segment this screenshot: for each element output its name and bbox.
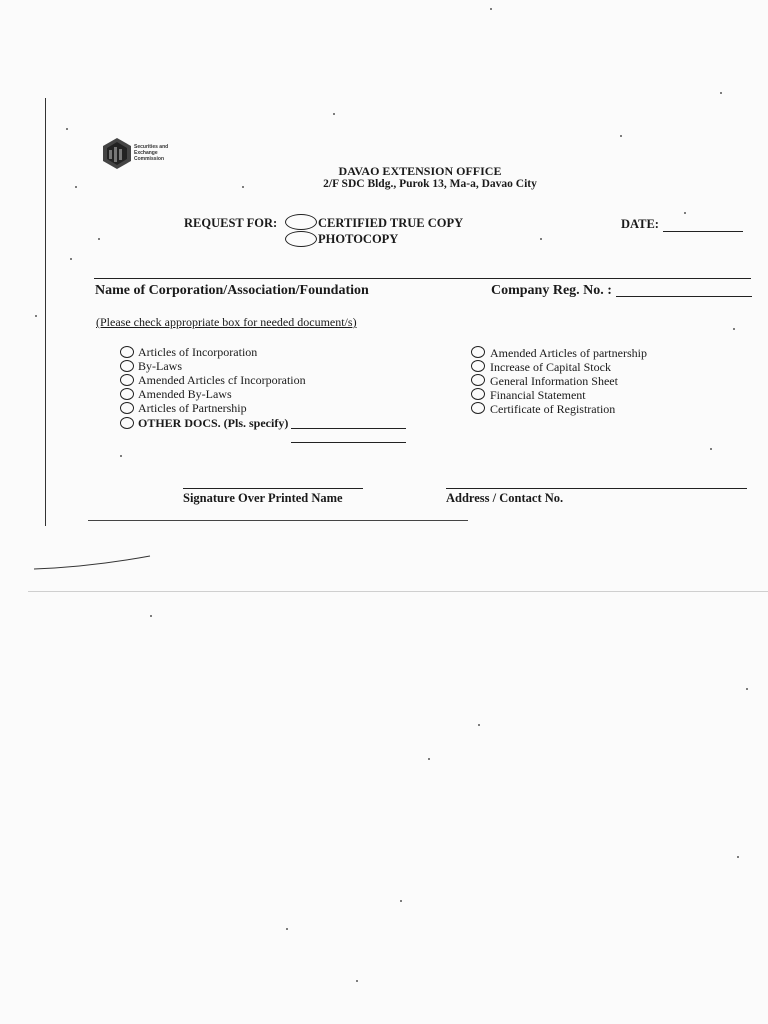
office-address: 2/F SDC Bldg., Purok 13, Ma-a, Davao City xyxy=(323,178,537,190)
scan-bottom-rule xyxy=(88,520,468,521)
company-reg-label: Company Reg. No. : xyxy=(491,283,612,298)
doc-by-laws-label: By-Laws xyxy=(138,359,182,373)
doc-articles-of-incorporation-checkbox[interactable] xyxy=(120,346,134,358)
doc-amended-articles-incorporation-label: Amended Articles cf Incorporation xyxy=(138,373,306,387)
date-label: DATE: xyxy=(621,217,659,231)
signature-label: Signature Over Printed Name xyxy=(183,491,343,505)
other-docs-field-2[interactable] xyxy=(291,442,406,443)
logo-line-3: Commission xyxy=(134,156,165,162)
doc-amended-articles-incorporation-checkbox[interactable] xyxy=(120,374,134,386)
other-docs-field[interactable] xyxy=(291,428,406,429)
scan-page-edge xyxy=(28,591,768,592)
logo-line-2: Exchange xyxy=(134,150,158,156)
certified-true-copy-label: CERTIFIED TRUE COPY xyxy=(318,216,464,230)
form-separator xyxy=(94,278,751,279)
date-field[interactable] xyxy=(663,231,743,232)
corporation-name-label: Name of Corporation/Association/Foundation xyxy=(95,283,369,298)
photocopy-label: PHOTOCOPY xyxy=(318,232,399,246)
doc-amended-by-laws-checkbox[interactable] xyxy=(120,388,134,400)
doc-general-information-sheet-label: General Information Sheet xyxy=(490,374,618,388)
doc-certificate-registration-checkbox[interactable] xyxy=(471,402,485,414)
doc-by-laws-checkbox[interactable] xyxy=(120,360,134,372)
request-label: REQUEST FOR: xyxy=(184,216,278,230)
sec-logo xyxy=(100,136,180,172)
doc-amended-articles-partnership-label: Amended Articles of partnership xyxy=(490,346,647,360)
doc-increase-capital-stock-checkbox[interactable] xyxy=(471,360,485,372)
sec-logo-icon xyxy=(100,136,134,170)
doc-general-information-sheet-checkbox[interactable] xyxy=(471,374,485,386)
office-name: DAVAO EXTENSION OFFICE xyxy=(338,164,502,178)
logo-line-1: Securities and xyxy=(134,144,169,150)
company-reg-field[interactable] xyxy=(616,296,752,297)
doc-articles-of-partnership-checkbox[interactable] xyxy=(120,402,134,414)
scan-left-margin-line xyxy=(45,98,46,526)
address-contact-label: Address / Contact No. xyxy=(446,491,564,505)
instructions: (Please check appropriate box for needed document/s) xyxy=(96,315,357,329)
doc-other-docs-checkbox[interactable] xyxy=(120,417,134,429)
doc-financial-statement-label: Financial Statement xyxy=(490,388,586,402)
doc-certificate-registration-label: Certificate of Registration xyxy=(490,402,616,416)
photocopy-radio[interactable] xyxy=(285,231,317,247)
doc-amended-articles-partnership-checkbox[interactable] xyxy=(471,346,485,358)
doc-amended-by-laws-label: Amended By-Laws xyxy=(138,387,232,401)
doc-increase-capital-stock-label: Increase of Capital Stock xyxy=(490,360,611,374)
doc-other-docs-label: OTHER DOCS. (Pls. specify) xyxy=(138,416,289,430)
scan-stray-stroke xyxy=(30,550,160,574)
certified-true-copy-radio[interactable] xyxy=(285,214,317,230)
address-field[interactable] xyxy=(446,488,747,489)
signature-field[interactable] xyxy=(183,488,363,489)
doc-articles-of-partnership-label: Articles of Partnership xyxy=(138,401,247,415)
doc-articles-of-incorporation-label: Articles of Incorporation xyxy=(138,345,258,359)
doc-financial-statement-checkbox[interactable] xyxy=(471,388,485,400)
